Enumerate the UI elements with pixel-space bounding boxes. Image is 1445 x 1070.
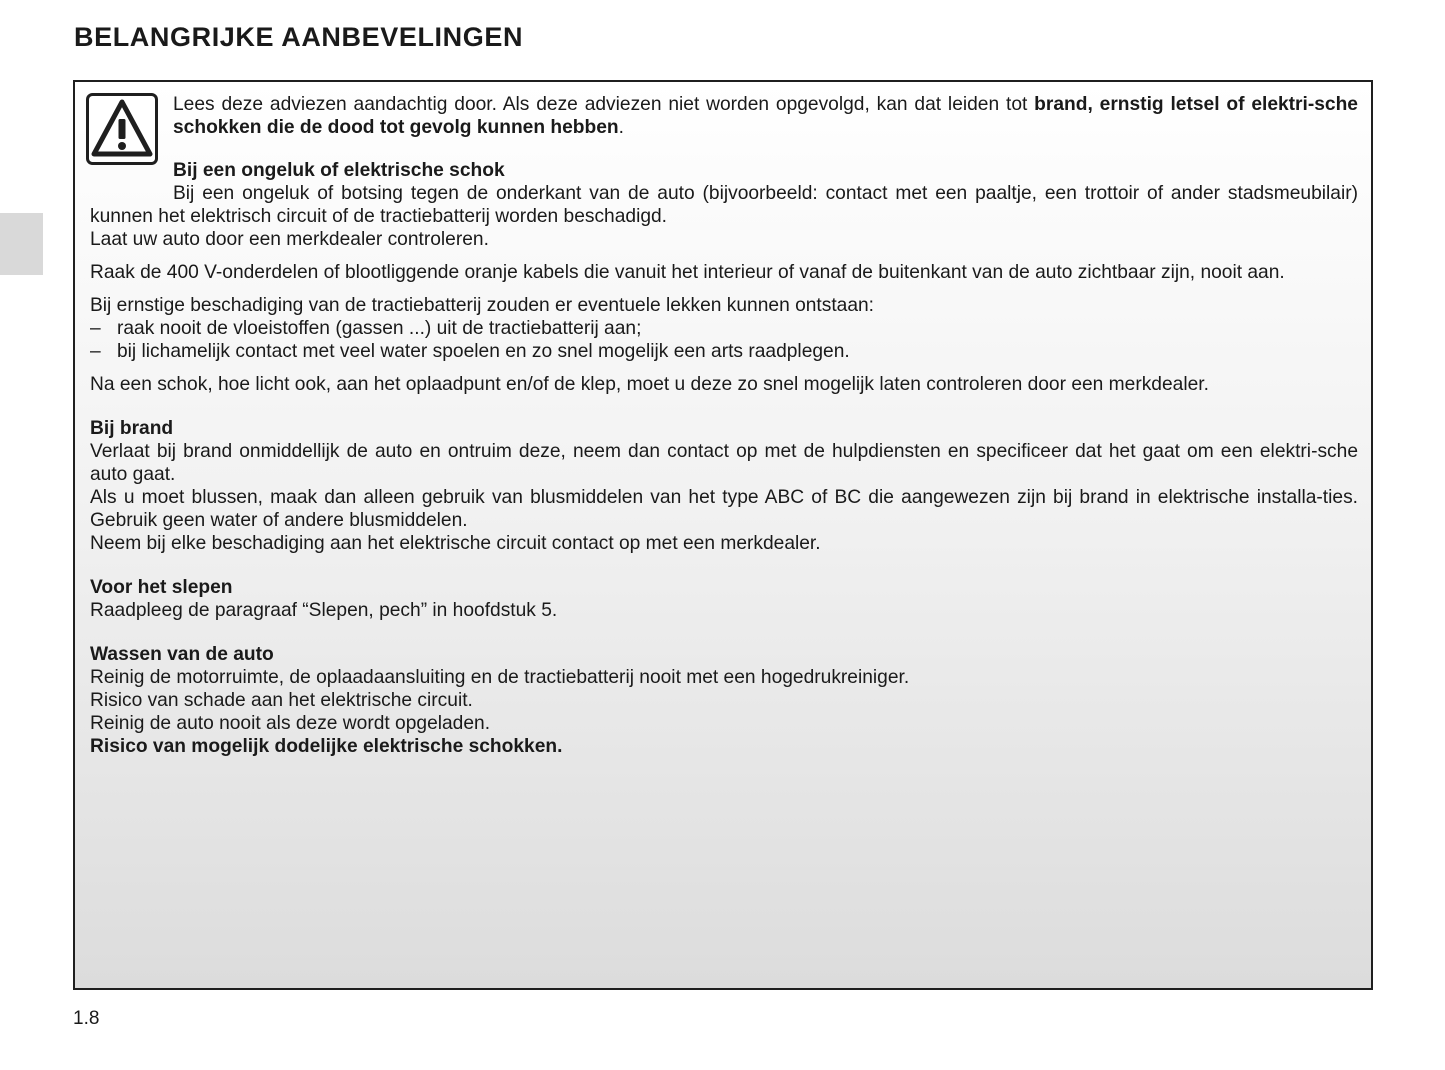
fire-paragraph-extinguish: Als u moet blussen, maak dan alleen gebruik van blusmiddelen van het type ABC of BC die aangewezen zijn bij brand in elektrische installa-ties. Gebruik geen water of andere blusmiddelen. — [90, 487, 1358, 531]
battery-leak-paragraph: Bij ernstige beschadiging van de tractiebatterij zouden er eventuele lekken kunnen ontstaan: — [90, 295, 875, 316]
accident-paragraph: Bij een ongeluk of botsing tegen de onderkant van de auto (bijvoorbeeld: contact met een paaltje, een trottoir of ander stadsmeubilair) kunnen het elektrisch circuit of de tractiebatterij worden beschadigd. — [90, 183, 1358, 227]
high-voltage-warning: Raak de 400 V-onderdelen of blootliggende oranje kabels die vanuit het interieur of vanaf de buitenkant van de auto zichtbaar zijn, nooit aan. — [90, 262, 1285, 283]
fire-paragraph-dealer: Neem bij elke beschadiging aan het elektrische circuit contact op met een merkdealer. — [90, 533, 821, 554]
chapter-tab-marker — [0, 213, 43, 275]
list-item — [90, 317, 1358, 340]
dash-bullet: – — [90, 341, 101, 362]
washing-heading: Wassen van de auto — [90, 644, 274, 665]
warning-content — [90, 93, 1358, 758]
washing-line: Reinig de auto nooit als deze wordt opgeladen. — [90, 713, 491, 734]
warning-box — [73, 80, 1373, 990]
washing-line: Risico van schade aan het elektrische circuit. — [90, 690, 473, 711]
intro-end: . — [618, 117, 624, 138]
page-number: 1.8 — [73, 1008, 100, 1029]
fire-paragraph-evacuate: Verlaat bij brand onmiddellijk de auto en ontruim deze, neem dan contact op met de hulpdiensten en specificeer dat het gaat om een elektri-sche auto gaat. — [90, 441, 1358, 485]
list-item — [90, 340, 1358, 363]
warning-intro — [90, 93, 1358, 139]
charging-point-shock-paragraph: Na een schok, hoe licht ook, aan het oplaadpunt en/of de klep, moet u deze zo snel mogelijk laten controleren door een merkdealer. — [90, 374, 1209, 395]
towing-heading: Voor het slepen — [90, 577, 233, 598]
accident-dealer-check: Laat uw auto door een merkdealer controleren. — [90, 229, 489, 250]
intro-bold-text: brand, ernstig letsel of elektri-sche schokken die de dood tot gevolg kunnen hebben — [173, 94, 1358, 138]
list-item-text: bij lichamelijk contact met veel water spoelen en zo snel mogelijk een arts raadplegen. — [117, 341, 850, 362]
dash-bullet: – — [90, 318, 101, 339]
accident-heading: Bij een ongeluk of elektrische schok — [173, 160, 505, 181]
towing-paragraph: Raadpleeg de paragraaf “Slepen, pech” in hoofdstuk 5. — [90, 600, 558, 621]
list-item-text: raak nooit de vloeistoffen (gassen ...) uit de tractiebatterij aan; — [117, 318, 642, 339]
intro-text: Lees deze adviezen aandachtig door. Als deze adviezen niet worden opgevolgd, kan dat leiden tot — [173, 94, 1035, 115]
washing-line: Reinig de motorruimte, de oplaadaansluiting en de tractiebatterij nooit met een hogedrukreiniger. — [90, 667, 910, 688]
washing-shock-risk: Risico van mogelijk dodelijke elektrische schokken. — [90, 736, 563, 757]
page-title: BELANGRIJKE AANBEVELINGEN — [74, 22, 524, 52]
fire-heading: Bij brand — [90, 418, 174, 439]
